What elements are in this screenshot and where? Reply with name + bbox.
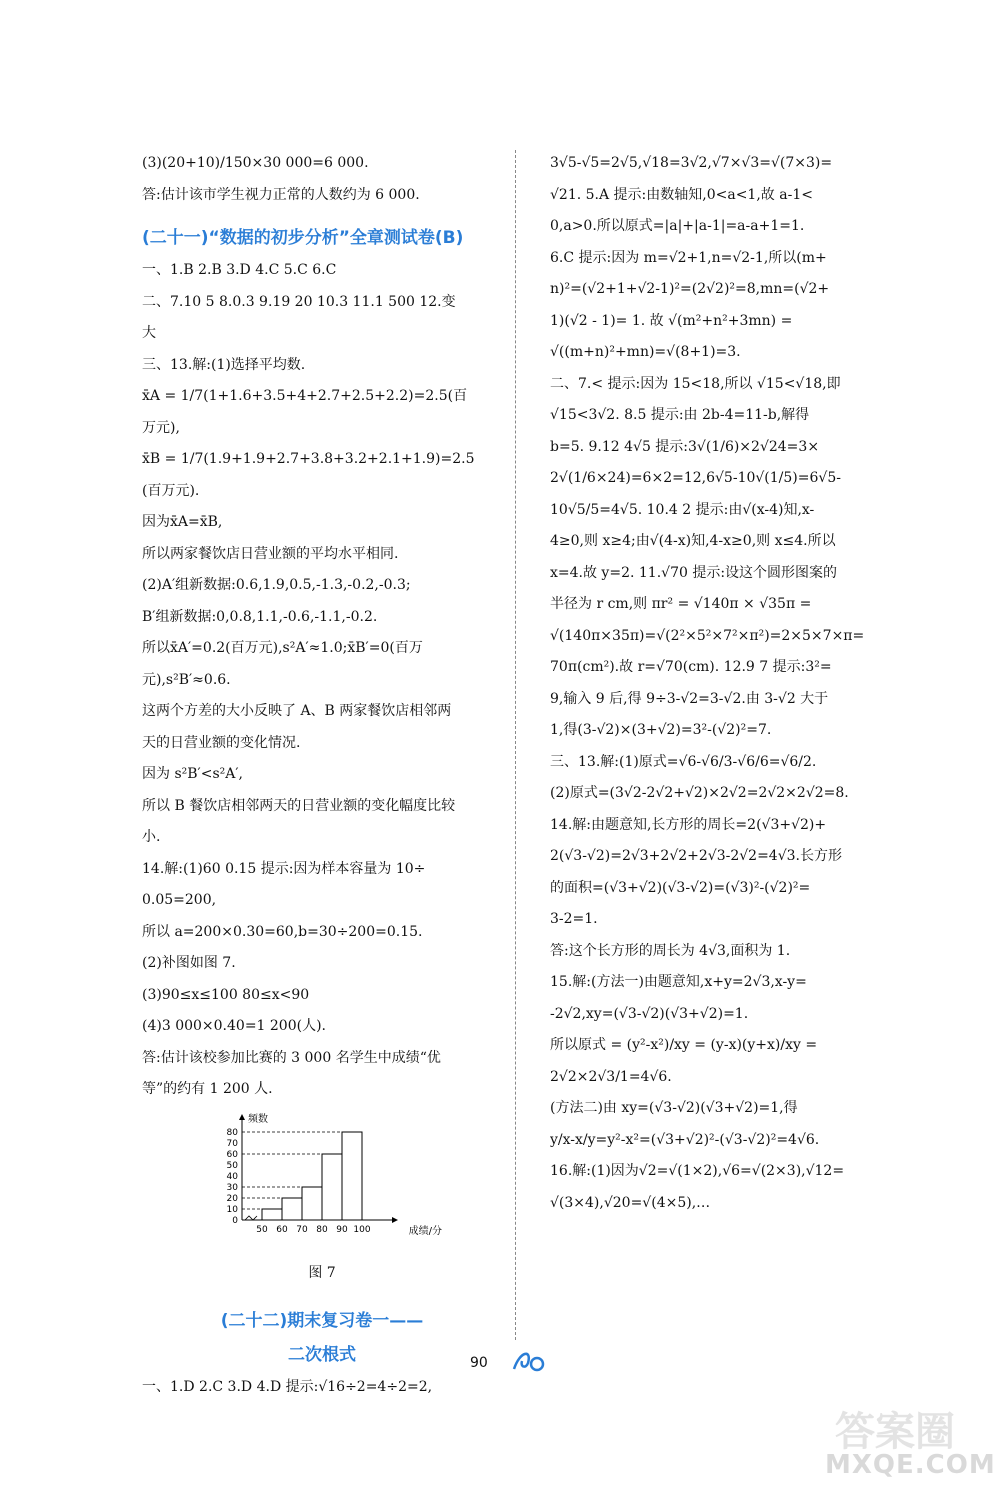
- text-line: 答:估计该校参加比赛的 3 000 名学生中成绩“优: [142, 1049, 441, 1066]
- x-tick-label: 90: [336, 1224, 348, 1235]
- text-line: √21. 5.A 提示:由数轴知,0<a<1,故 a-1<: [550, 186, 813, 203]
- text-line: 小.: [142, 829, 161, 845]
- text-line: -2√2,xy=(√3-√2)(√3+√2)=1.: [550, 1005, 749, 1022]
- text-line: 三、13.解:(1)选择平均数.: [142, 356, 306, 373]
- text-line: √(3×4),√20=√(4×5),…: [550, 1194, 711, 1211]
- figure-caption: 图 7: [308, 1265, 336, 1281]
- section-title: (二十一)“数据的初步分析”全章测试卷(B): [142, 228, 464, 248]
- histogram-bar: [342, 1132, 362, 1220]
- text-line: 所以两家餐饮店日营业额的平均水平相同.: [142, 545, 399, 562]
- text-line: 0,a>0.所以原式=|a|+|a-1|=a-a+1=1.: [550, 218, 805, 234]
- text-line: 14.解:由题意知,长方形的周长=2(√3+√2)+: [550, 816, 827, 833]
- text-line: 因为x̄A=x̄B,: [142, 514, 223, 530]
- y-tick-label: 0: [232, 1215, 238, 1226]
- x-tick-label: 60: [276, 1224, 288, 1235]
- watermark-logo: 答案圈: [835, 1409, 955, 1455]
- text-line: 1)(√2 - 1)= 1. 故 √(m²+n²+3mn) =: [550, 312, 793, 329]
- text-line: 3-2=1.: [550, 911, 598, 927]
- y-tick-label: 70: [226, 1138, 238, 1149]
- x-tick-label: 50: [256, 1224, 268, 1235]
- text-line: B′组新数据:0,0.8,1.1,-0.6,-1.1,-0.2.: [142, 608, 378, 625]
- text-line: 的面积=(√3+√2)(√3-√2)=(√3)²-(√2)²=: [550, 879, 811, 896]
- x-tick-label: 70: [296, 1224, 308, 1235]
- text-line: y/x-x/y=y²-x²=(√3+√2)²-(√3-√2)²=4√6.: [550, 1131, 820, 1148]
- text-line: 2(√3-√2)=2√3+2√2+2√3-2√2=4√3.长方形: [550, 848, 842, 864]
- text-line: x̄A = 1/7(1+1.6+3.5+4+2.7+2.5+2.2)=2.5(百: [142, 388, 468, 404]
- x-axis-label: 成绩/分: [408, 1225, 442, 1237]
- text-line: 元),s²B′≈0.6.: [142, 671, 231, 688]
- text-line: 一、1.D 2.C 3.D 4.D 提示:√16÷2=4÷2=2,: [142, 1378, 433, 1395]
- text-line: 因为 s²B′<s²A′,: [142, 766, 243, 782]
- text-line: x=4.故 y=2. 11.√70 提示:设这个圆形图案的: [550, 564, 838, 581]
- x-axis-arrow: [392, 1217, 398, 1223]
- text-line: 15.解:(方法一)由题意知,x+y=2√3,x-y=: [550, 974, 807, 990]
- text-line: 所以x̄A′=0.2(百万元),s²A′≈1.0;x̄B′=0(百万: [142, 640, 423, 656]
- text-line: 70π(cm²).故 r=√70(cm). 12.9 7 提示:3²=: [550, 659, 832, 675]
- text-line: √((m+n)²+mn)=√(8+1)=3.: [550, 344, 741, 360]
- text-line: 这两个方差的大小反映了 A、B 两家餐饮店相邻两: [142, 703, 452, 719]
- text-line: 半径为 r cm,则 πr² = √140π × √35π =: [550, 596, 812, 612]
- y-tick-label: 80: [226, 1127, 238, 1138]
- text-line: 答:这个长方形的周长为 4√3,面积为 1.: [550, 942, 791, 959]
- y-tick-label: 50: [226, 1160, 238, 1171]
- text-line: 2√(1/6×24)=6×2=12,6√5-10√(1/5)=6√5-: [550, 470, 841, 486]
- text-line: 4≥0,则 x≥4;由√(4-x)知,4-x≥0,则 x≤4.所以: [550, 533, 836, 549]
- text-line: 万元),: [142, 419, 180, 436]
- text-line: 三、13.解:(1)原式=√6-√6/3-√6/6=√6/2.: [550, 753, 817, 770]
- text-line: 16.解:(1)因为√2=√(1×2),√6=√(2×3),√12=: [550, 1163, 845, 1179]
- page-flourish-icon: [510, 1345, 550, 1373]
- text-line: 9,输入 9 后,得 9÷3-√2=3-√2.由 3-√2 大于: [550, 690, 829, 707]
- histogram-bar: [282, 1198, 302, 1220]
- text-line: b=5. 9.12 4√5 提示:3√(1/6)×2√24=3×: [550, 438, 820, 455]
- text-line: (方法二)由 xy=(√3-√2)(√3+√2)=1,得: [550, 1100, 798, 1116]
- y-axis-arrow: [239, 1114, 245, 1120]
- right-column: [550, 148, 895, 1219]
- text-line: 所以原式 = (y²-x²)/xy = (y-x)(y+x)/xy =: [550, 1037, 818, 1053]
- text-line: √(140π×35π)=√(2²×5²×7²×π²)=2×5×7×π=: [550, 627, 865, 644]
- left-column: [142, 148, 502, 1403]
- text-line: 14.解:(1)60 0.15 提示:因为样本容量为 10÷: [142, 860, 426, 877]
- text-line: 所以 a=200×0.30=60,b=30÷200=0.15.: [142, 923, 423, 940]
- y-tick-label: 40: [226, 1171, 238, 1182]
- axis-break-mark: [245, 1216, 257, 1220]
- text-line: 二、7.< 提示:因为 15<18,所以 √15<√18,即: [550, 375, 841, 392]
- text-line: 答:估计该市学生视力正常的人数约为 6 000.: [142, 186, 420, 203]
- text-line: 天的日营业额的变化情况.: [142, 734, 301, 751]
- text-line: 2√2×2√3/1=4√6.: [550, 1068, 672, 1085]
- text-line: 0.05=200,: [142, 892, 217, 908]
- text-line: 10√5/5=4√5. 10.4 2 提示:由√(x-4)知,x-: [550, 501, 815, 518]
- histogram-bar: [262, 1209, 282, 1220]
- column-divider: [515, 150, 516, 1340]
- y-tick-label: 10: [226, 1204, 238, 1215]
- x-tick-label: 100: [353, 1224, 371, 1235]
- text-line: n)²=(√2+1+√2-1)²=(2√2)²=8,mn=(√2+: [550, 281, 830, 297]
- text-line: (3)90≤x≤100 80≤x<90: [142, 986, 310, 1003]
- text-line: 6.C 提示:因为 m=√2+1,n=√2-1,所以(m+: [550, 249, 827, 266]
- text-line: (4)3 000×0.40=1 200(人).: [142, 1018, 326, 1034]
- text-line: 等”的约有 1 200 人.: [142, 1081, 273, 1097]
- text-line: 1,得(3-√2)×(3+√2)=3²-(√2)²=7.: [550, 722, 772, 738]
- section2-title-line1: (二十二)期末复习卷一——: [220, 1310, 424, 1331]
- text-line: √15<3√2. 8.5 提示:由 2b-4=11-b,解得: [550, 407, 810, 423]
- text-line: (百万元).: [142, 482, 200, 499]
- text-line: x̄B = 1/7(1.9+1.9+2.7+3.8+3.2+2.1+1.9)=2.5: [142, 451, 475, 467]
- section2-title-line2: 二次根式: [288, 1344, 356, 1365]
- text-line: (2)原式=(3√2-2√2+√2)×2√2=2√2×2√2=8.: [550, 785, 849, 801]
- text-line: 二、7.10 5 8.0.3 9.19 20 10.3 11.1 500 12.变: [142, 293, 456, 310]
- watermark-text: MXQE.COM: [825, 1450, 996, 1480]
- y-axis-label: 频数: [248, 1113, 268, 1125]
- histogram-figure: [212, 1112, 502, 1290]
- text-line: (3)(20+10)/150×30 000=6 000.: [142, 155, 369, 171]
- left-main-text: [142, 255, 502, 1106]
- y-tick-label: 30: [226, 1182, 238, 1193]
- histogram-chart: [212, 1112, 442, 1242]
- y-tick-label: 60: [226, 1149, 238, 1160]
- histogram-bar: [322, 1154, 342, 1220]
- text-line: 一、1.B 2.B 3.D 4.C 5.C 6.C: [142, 262, 337, 278]
- y-tick-label: 20: [226, 1193, 238, 1204]
- text-line: (2)A′组新数据:0.6,1.9,0.5,-1.3,-0.2,-0.3;: [142, 577, 411, 593]
- x-tick-label: 80: [316, 1224, 328, 1235]
- page-number: 90: [470, 1355, 488, 1371]
- text-line: 大: [142, 325, 156, 341]
- histogram-bar: [302, 1187, 322, 1220]
- text-line: (2)补图如图 7.: [142, 955, 236, 971]
- text-line: 所以 B 餐饮店相邻两天的日营业额的变化幅度比较: [142, 797, 456, 814]
- text-line: 3√5-√5=2√5,√18=3√2,√7×√3=√(7×3)=: [550, 155, 833, 171]
